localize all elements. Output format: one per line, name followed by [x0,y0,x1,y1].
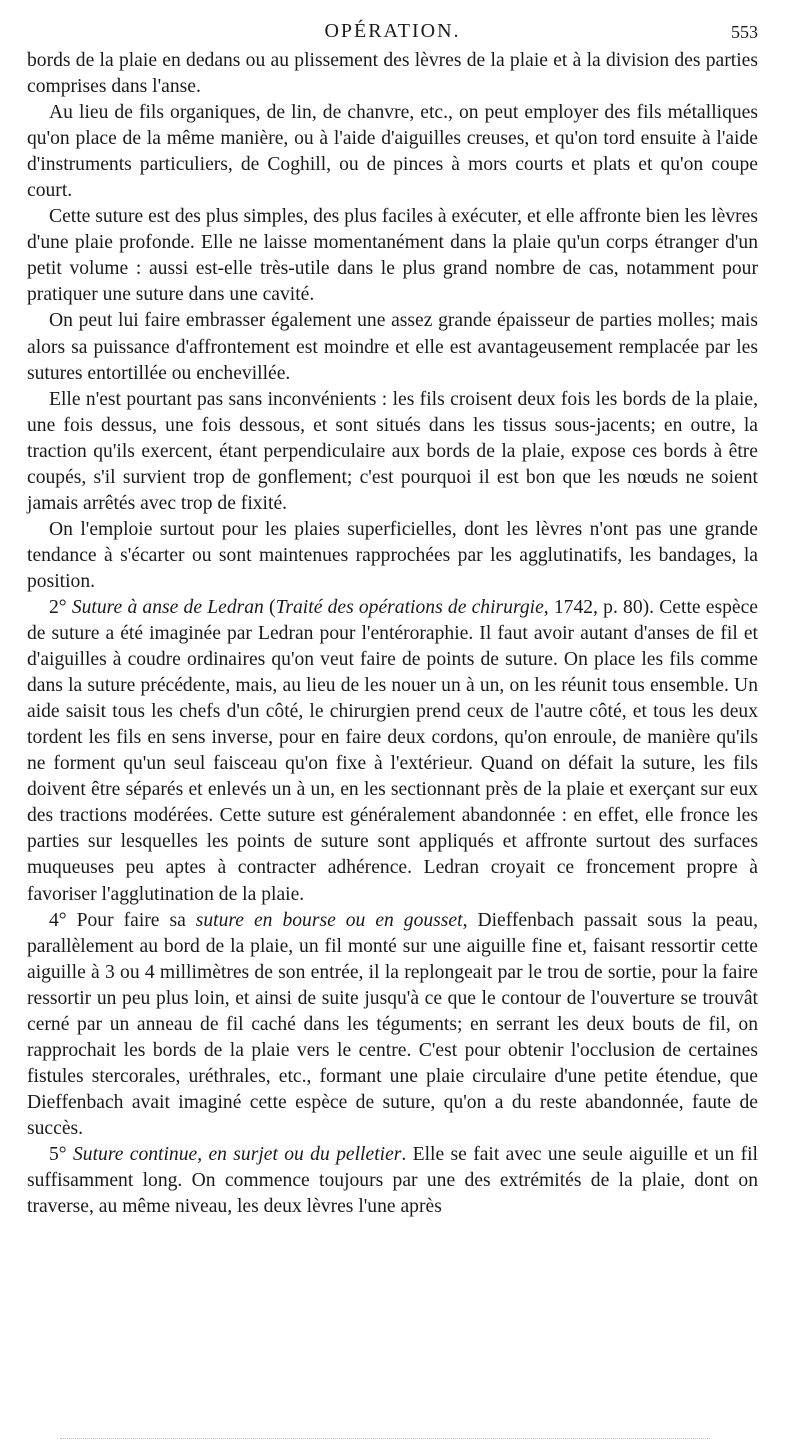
paragraph [27,100,758,204]
italic-text: Suture continue, en surjet ou du pelletier [72,1143,402,1165]
paragraph [27,595,758,908]
paragraph [27,387,758,517]
text-run: On l'emploie surtout pour les plaies superficielles, dont les lèvres n'ont pas une grande tendance à s'écarter ou sont maintenues rapprochées par les agglutinatifs, les bandages, la position. [27,518,758,592]
text-run: , 1742, p. 80). Cette espèce de suture a été imaginée par Ledran pour l'entéroraphie. Il faut avoir autant d'anses de fil et d'aiguilles à coudre ordinaires qu'on veut faire de points de suture. On place les fils comme dans la suture précédente, mais, au lieu de les nouer un à un, on les réunit tous ensemble. Un aide saisit tous les chefs d'un côté, le chirurgien prend ceux de l'autre côté, et tous les deux tordent les fils en sens inverse, pour en faire deux cordons, qu'on enroule, de manière qu'ils ne forment qu'un seul faisceau qu'on fixe à l'extérieur. Quand on défait la suture, les fils doivent être séparés et enlevés un à un, en les sectionnant près de la plaie et exerçant sur eux des tractions modérées. Cette suture est généralement abandonnée : en effet, elle fronce les parties sur lesquelles les points de suture sont appliqués et affronte surtout des surfaces muqueuses peu aptes à contracter adhérence. Ledran croyait ce froncement propre à favoriser l'agglutination de la plaie. [27,596,758,905]
text-run: . Elle se fait avec une seule aiguille et un fil suffisamment long. On commence toujours par une des extrémités de la plaie, dont on traverse, au même niveau, les deux lèvres l'une après [27,1143,759,1218]
paragraph [27,1142,758,1220]
text-run: Elle n'est pourtant pas sans inconvénients : les fils croisent deux fois les bords de la plaie, une fois dessus, une fois dessous, et sont situés dans les tissus sous-jacents; en outre, la traction qu'ils exercent, étant perpendiculaire aux bords de la plaie, expose ces bords à être coupés, s'il survient trop de gonflement; c'est pourquoi il est bon que les nœuds ne soient jamais arrêtés avec trop de fixité. [27,388,758,514]
text-run: , Dieffenbach passait sous la peau, parallèlement au bord de la plaie, un fil monté sur une aiguille fine et, faisant ressortir cette aiguille à 3 ou 4 millimètres de son entrée, il la replongeait par le trou de sortie, pour la faire ressortir un peu plus loin, et ainsi de suite jusqu'à ce que le contour de l'ouverture se trouvât cerné par un anneau de fil caché dans les téguments; en serrant les deux bouts de fil, on rapprochait les bords de la plaie vers le centre. C'est pour obtenir l'occlusion de certaines fistules stercorales, uréthrales, etc., formant une plaie circulaire d'une petite étendue, que Dieffenbach avait imaginé cette espèce de suture, qu'on a du reste abandonnée, faute de succès. [27,909,759,1139]
paragraph [27,204,758,308]
paragraph [27,908,758,1142]
text-run: On peut lui faire embrasser également une assez grande épaisseur de parties molles; mais alors sa puissance d'affrontement est moindre et elle est avantageusement remplacée par les sutures entortillée ou enchevillée. [27,310,758,384]
paragraph [27,517,758,595]
paragraph [27,48,758,100]
paragraph [27,308,758,386]
running-title: OPÉRATION. [324,20,461,42]
text-run: 5° [49,1143,73,1165]
footer-rule [60,1438,710,1439]
page-number: 553 [731,22,758,42]
page-header [27,0,758,48]
text-run: 2° [49,596,72,618]
italic-text: Traité des opérations de chirurgie [275,596,544,618]
text-run: ( [263,596,276,618]
text-run: Cette suture est des plus simples, des plus faciles à exécuter, et elle affronte bien les lèvres d'une plaie profonde. Elle ne laisse momentanément dans la plaie qu'un corps étranger d'un petit volume : aussi est-elle très-utile dans le plus grand nombre de cas, notamment pour pratiquer une suture dans une cavité. [27,206,758,306]
body-text [27,48,758,1220]
text-run: bords de la plaie en dedans ou au plissement des lèvres de la plaie et à la division des parties comprises dans l'anse. [27,50,758,98]
italic-text: Suture à anse de Ledran [71,596,264,618]
text-run: 4° Pour faire sa [49,909,196,931]
text-run: Au lieu de fils organiques, de lin, de chanvre, etc., on peut employer des fils métalliques qu'on place de la même manière, ou à l'aide d'aiguilles creuses, et qu'on tord ensuite à l'aide d'instruments particuliers, de Coghill, ou de pinces à mors courts et plats et qu'on coupe court. [27,102,758,202]
italic-text: suture en bourse ou en gousset [195,909,463,931]
